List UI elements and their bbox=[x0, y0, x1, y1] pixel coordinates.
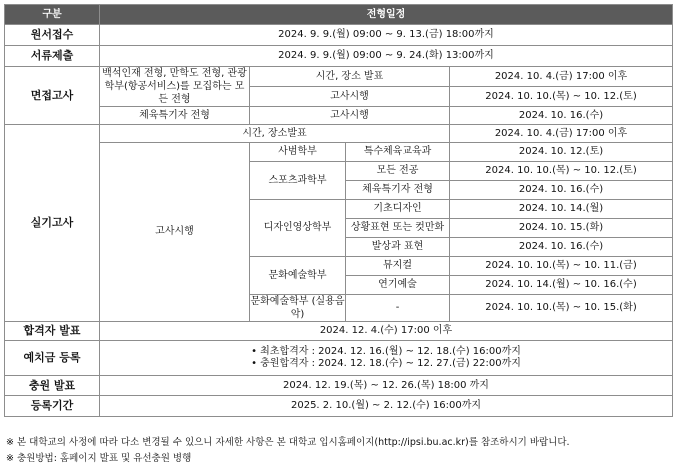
footnote-method: ※ 충원방법: 홈페이지 발표 및 유선충원 병행 bbox=[6, 453, 192, 464]
major-practical-music: - bbox=[346, 295, 450, 322]
additional-label: 충원 발표 bbox=[5, 376, 100, 396]
footnotes bbox=[6, 435, 672, 467]
interview-announce-item: 시간, 장소 발표 bbox=[250, 67, 450, 87]
date-special-pe: 2024. 10. 12.(토) bbox=[450, 143, 673, 162]
date-situation-cartoon: 2024. 10. 15.(화) bbox=[450, 219, 673, 238]
result-label: 합격자 발표 bbox=[5, 322, 100, 341]
major-acting: 연기예술 bbox=[346, 276, 450, 295]
major-situation-cartoon: 상황표현 또는 컷만화 bbox=[346, 219, 450, 238]
major-idea-expression: 발상과 표현 bbox=[346, 238, 450, 257]
admission-schedule-table bbox=[4, 4, 673, 417]
interview-label: 면접고사 bbox=[5, 67, 100, 125]
major-special-pe: 특수체육교육과 bbox=[346, 143, 450, 162]
date-sports-all: 2024. 10. 10.(목) ~ 10. 12.(토) bbox=[450, 162, 673, 181]
header-row bbox=[5, 5, 673, 25]
practical-exam-label: 고사시행 bbox=[100, 143, 250, 322]
interview-announce-date: 2024. 10. 4.(금) 17:00 이후 bbox=[450, 67, 673, 87]
header-category: 구분 bbox=[5, 5, 100, 25]
additional-date: 2024. 12. 19.(목) ~ 12. 26.(목) 18:00 까지 bbox=[100, 376, 673, 396]
additional-row bbox=[5, 376, 673, 396]
interview-row-3 bbox=[5, 107, 673, 125]
date-acting: 2024. 10. 14.(월) ~ 10. 16.(수) bbox=[450, 276, 673, 295]
application-date: 2024. 9. 9.(월) 09:00 ~ 9. 13.(금) 18:00까지 bbox=[100, 25, 673, 46]
interview-row-1 bbox=[5, 67, 673, 87]
application-row bbox=[5, 25, 673, 46]
date-musical: 2024. 10. 10.(목) ~ 10. 11.(금) bbox=[450, 257, 673, 276]
date-basic-design: 2024. 10. 14.(월) bbox=[450, 200, 673, 219]
major-basic-design: 기초디자인 bbox=[346, 200, 450, 219]
result-date: 2024. 12. 4.(수) 17:00 이후 bbox=[100, 322, 673, 341]
deposit-additional: • 충원합격자 : 2024. 12. 18.(수) ~ 12. 27.(금) 22:00까지 bbox=[251, 358, 521, 369]
registration-row bbox=[5, 396, 673, 417]
deposit-dates bbox=[100, 341, 673, 376]
practical-announce-date: 2024. 10. 4.(금) 17:00 이후 bbox=[450, 125, 673, 143]
deposit-first: • 최초합격자 : 2024. 12. 16.(월) ~ 12. 18.(수) 16:00까지 bbox=[251, 346, 521, 357]
interview-sports-date: 2024. 10. 16.(수) bbox=[450, 107, 673, 125]
practical-row-education bbox=[5, 143, 673, 162]
documents-date: 2024. 9. 9.(월) 09:00 ~ 9. 24.(화) 13:00까지 bbox=[100, 46, 673, 67]
documents-row bbox=[5, 46, 673, 67]
date-practical-music: 2024. 10. 10.(목) ~ 10. 15.(화) bbox=[450, 295, 673, 322]
dept-sports: 스포츠과학부 bbox=[250, 162, 346, 200]
practical-row-announce bbox=[5, 125, 673, 143]
date-idea-expression: 2024. 10. 16.(수) bbox=[450, 238, 673, 257]
major-sports-athlete: 체육특기자 전형 bbox=[346, 181, 450, 200]
practical-label: 실기고사 bbox=[5, 125, 100, 322]
deposit-list bbox=[100, 346, 672, 370]
interview-group1: 백석인재 전형, 만학도 전형, 관광학부(항공서비스)를 모집하는 모든 전형 bbox=[100, 67, 250, 107]
major-musical: 뮤지컬 bbox=[346, 257, 450, 276]
dept-practical-music: 문화예술학부 (실용음악) bbox=[250, 296, 345, 320]
dept-education: 사범학부 bbox=[250, 143, 346, 162]
interview-sports-item: 고사시행 bbox=[250, 107, 450, 125]
practical-announce-item: 시간, 장소발표 bbox=[100, 125, 450, 143]
date-sports-athlete: 2024. 10. 16.(수) bbox=[450, 181, 673, 200]
footnote-change: ※ 본 대학교의 사정에 따라 다소 변경될 수 있으니 자세한 사항은 본 대학교 입시홈페이지(http://ipsi.bu.ac.kr)를 참조하시기 바랍니다. bbox=[6, 437, 570, 448]
interview-exam-item: 고사시행 bbox=[250, 87, 450, 107]
registration-date: 2025. 2. 10.(월) ~ 2. 12.(수) 16:00까지 bbox=[100, 396, 673, 417]
documents-label: 서류제출 bbox=[5, 46, 100, 67]
result-row bbox=[5, 322, 673, 341]
deposit-label: 예치금 등록 bbox=[5, 341, 100, 376]
dept-culture: 문화예술학부 bbox=[250, 257, 346, 295]
interview-exam-date: 2024. 10. 10.(목) ~ 10. 12.(토) bbox=[450, 87, 673, 107]
major-sports-all: 모든 전공 bbox=[346, 162, 450, 181]
deposit-row bbox=[5, 341, 673, 376]
registration-label: 등록기간 bbox=[5, 396, 100, 417]
header-schedule: 전형일정 bbox=[100, 5, 673, 25]
interview-group2: 체육특기자 전형 bbox=[100, 107, 250, 125]
dept-design: 디자인영상학부 bbox=[250, 200, 346, 257]
application-label: 원서접수 bbox=[5, 25, 100, 46]
